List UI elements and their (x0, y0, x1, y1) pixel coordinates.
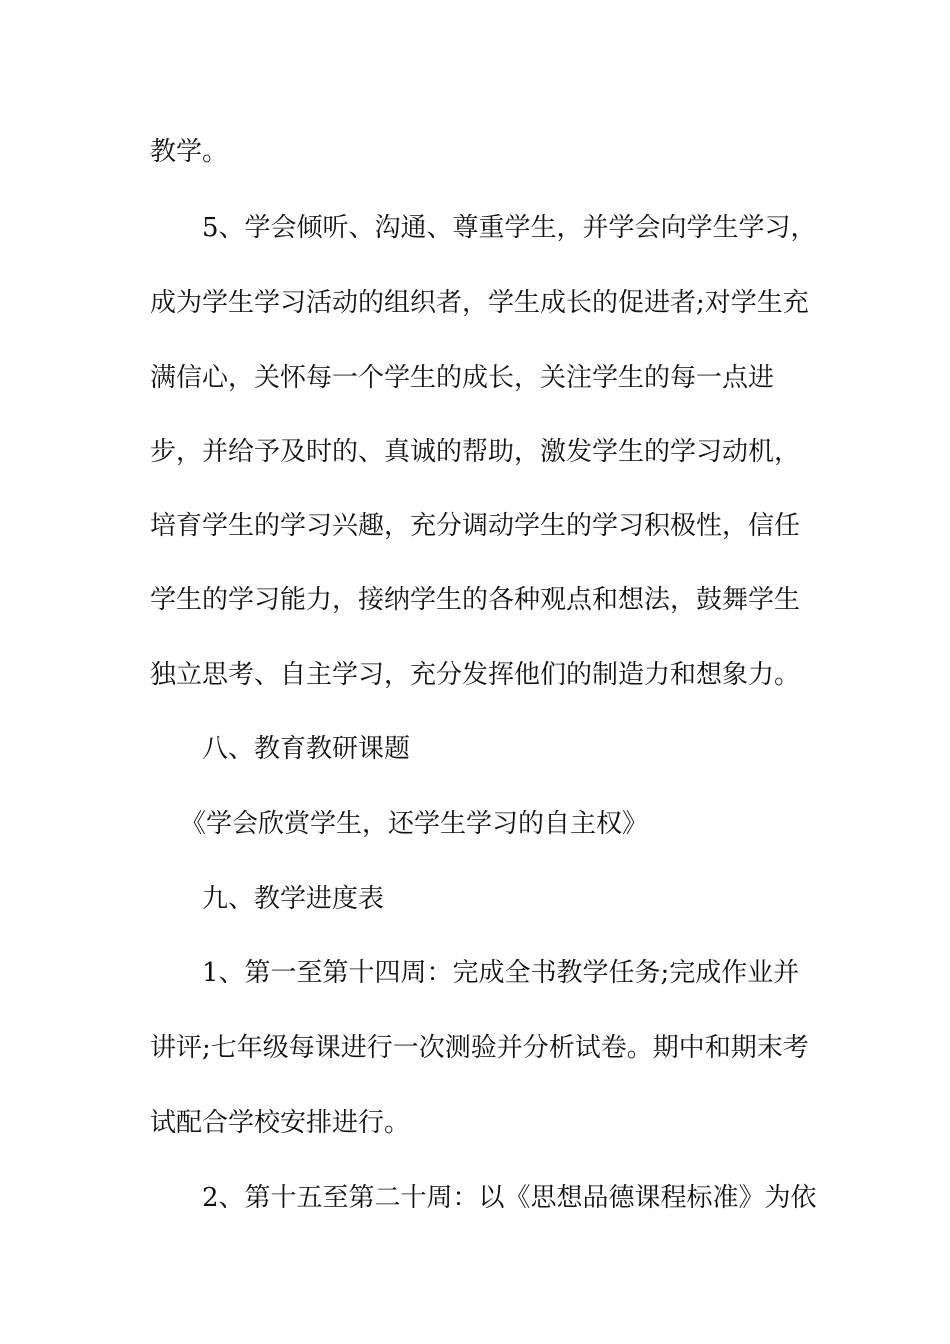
text-line-13: 讲评;七年级每课进行一次测验并分析试卷。期中和期末考 (150, 1033, 809, 1063)
text-line-3: 成为学生学习活动的组织者，学生成长的促进者;对学生充 (150, 288, 809, 318)
text-line-5: 步，并给予及时的、真诚的帮助，激发学生的学习动机， (150, 437, 801, 467)
text-line-15: 2、第十五至第二十周：以《思想品德课程标准》为依 (202, 1183, 817, 1213)
text-line-6: 培育学生的学习兴趣，充分调动学生的学习积极性，信任 (150, 511, 801, 541)
section-heading-8: 八、教育教研课题 (202, 734, 411, 764)
text-line-12: 1、第一至第十四周：完成全书教学任务;完成作业并 (202, 958, 800, 988)
section-heading-9: 九、教学进度表 (202, 884, 385, 914)
text-line-7: 学生的学习能力，接纳学生的各种观点和想法，鼓舞学生 (150, 585, 801, 615)
text-line-1: 教学。 (150, 137, 229, 167)
text-line-8: 独立思考、自主学习，充分发挥他们的制造力和想象力。 (150, 660, 801, 690)
research-topic-title: 《学会欣赏学生，还学生学习的自主权》 (180, 809, 649, 839)
text-line-2: 5、学会倾听、沟通、尊重学生，并学会向学生学习， (202, 213, 817, 243)
text-line-14: 试配合学校安排进行。 (150, 1108, 411, 1138)
text-line-4: 满信心，关怀每一个学生的成长，关注学生的每一点进 (150, 363, 775, 393)
